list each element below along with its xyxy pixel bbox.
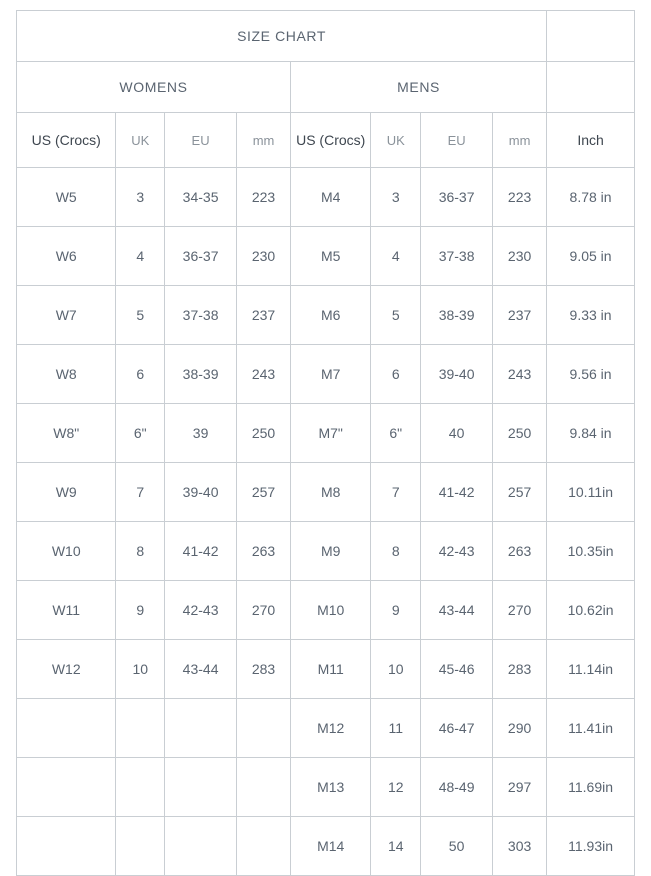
cell-mens-eu: 41-42 xyxy=(421,463,493,522)
cell-womens-mm: 230 xyxy=(237,227,291,286)
cell-mens-mm: 237 xyxy=(493,286,547,345)
cell-inch: 11.69in xyxy=(547,758,635,817)
cell-mens-uk: 10 xyxy=(371,640,421,699)
cell-mens-mm: 257 xyxy=(493,463,547,522)
cell-inch: 9.33 in xyxy=(547,286,635,345)
cell-womens-uk xyxy=(116,699,165,758)
cell-mens-eu: 37-38 xyxy=(421,227,493,286)
cell-mens-eu: 36-37 xyxy=(421,168,493,227)
header-mens-eu: EU xyxy=(421,113,493,168)
cell-womens-uk: 4 xyxy=(116,227,165,286)
chart-title: SIZE CHART xyxy=(17,11,547,62)
cell-inch: 10.11in xyxy=(547,463,635,522)
cell-mens-mm: 297 xyxy=(493,758,547,817)
cell-mens-uk: 3 xyxy=(371,168,421,227)
cell-womens-mm: 270 xyxy=(237,581,291,640)
cell-womens-uk xyxy=(116,817,165,876)
cell-womens-uk: 7 xyxy=(116,463,165,522)
cell-mens-mm: 223 xyxy=(493,168,547,227)
cell-mens-us: M8 xyxy=(291,463,371,522)
cell-mens-us: M13 xyxy=(291,758,371,817)
cell-mens-us: M5 xyxy=(291,227,371,286)
table-row xyxy=(17,817,635,876)
cell-mens-uk: 12 xyxy=(371,758,421,817)
cell-womens-us: W11 xyxy=(17,581,116,640)
cell-mens-uk: 9 xyxy=(371,581,421,640)
cell-inch: 11.14in xyxy=(547,640,635,699)
cell-mens-eu: 42-43 xyxy=(421,522,493,581)
cell-womens-eu xyxy=(165,758,237,817)
table-row xyxy=(17,758,635,817)
cell-womens-mm: 283 xyxy=(237,640,291,699)
cell-inch: 9.05 in xyxy=(547,227,635,286)
cell-womens-uk: 8 xyxy=(116,522,165,581)
table-row xyxy=(17,345,635,404)
cell-womens-us: W12 xyxy=(17,640,116,699)
header-inch: Inch xyxy=(547,113,635,168)
cell-womens-uk xyxy=(116,758,165,817)
table-row xyxy=(17,227,635,286)
cell-mens-mm: 290 xyxy=(493,699,547,758)
cell-mens-uk: 6 xyxy=(371,345,421,404)
cell-womens-uk: 6" xyxy=(116,404,165,463)
header-mens-uk: UK xyxy=(371,113,421,168)
cell-mens-mm: 230 xyxy=(493,227,547,286)
header-mens-mm: mm xyxy=(493,113,547,168)
cell-womens-uk: 3 xyxy=(116,168,165,227)
cell-mens-us: M7 xyxy=(291,345,371,404)
cell-mens-us: M11 xyxy=(291,640,371,699)
group-header-row xyxy=(17,62,635,113)
cell-womens-eu: 34-35 xyxy=(165,168,237,227)
cell-womens-eu: 37-38 xyxy=(165,286,237,345)
chart-title-spacer xyxy=(547,11,635,62)
cell-mens-eu: 38-39 xyxy=(421,286,493,345)
cell-womens-us: W10 xyxy=(17,522,116,581)
cell-mens-uk: 7 xyxy=(371,463,421,522)
cell-mens-uk: 6" xyxy=(371,404,421,463)
cell-inch: 10.62in xyxy=(547,581,635,640)
cell-mens-mm: 263 xyxy=(493,522,547,581)
cell-womens-us xyxy=(17,817,116,876)
cell-mens-eu: 46-47 xyxy=(421,699,493,758)
cell-womens-uk: 5 xyxy=(116,286,165,345)
cell-womens-eu: 39 xyxy=(165,404,237,463)
cell-mens-mm: 283 xyxy=(493,640,547,699)
cell-womens-us: W5 xyxy=(17,168,116,227)
cell-mens-mm: 250 xyxy=(493,404,547,463)
cell-womens-eu: 43-44 xyxy=(165,640,237,699)
cell-mens-eu: 50 xyxy=(421,817,493,876)
group-spacer xyxy=(547,62,635,113)
column-header-row xyxy=(17,113,635,168)
cell-mens-eu: 48-49 xyxy=(421,758,493,817)
cell-womens-mm xyxy=(237,699,291,758)
cell-womens-us: W9 xyxy=(17,463,116,522)
cell-inch: 10.35in xyxy=(547,522,635,581)
cell-womens-eu xyxy=(165,699,237,758)
cell-mens-uk: 8 xyxy=(371,522,421,581)
cell-mens-us: M14 xyxy=(291,817,371,876)
cell-womens-mm: 250 xyxy=(237,404,291,463)
table-row xyxy=(17,640,635,699)
cell-mens-mm: 303 xyxy=(493,817,547,876)
cell-mens-us: M10 xyxy=(291,581,371,640)
cell-womens-mm xyxy=(237,758,291,817)
cell-inch: 9.84 in xyxy=(547,404,635,463)
cell-womens-mm: 257 xyxy=(237,463,291,522)
cell-inch: 11.93in xyxy=(547,817,635,876)
cell-womens-us: W6 xyxy=(17,227,116,286)
cell-mens-uk: 5 xyxy=(371,286,421,345)
cell-womens-us: W8 xyxy=(17,345,116,404)
cell-mens-us: M12 xyxy=(291,699,371,758)
cell-womens-us: W8" xyxy=(17,404,116,463)
cell-mens-eu: 45-46 xyxy=(421,640,493,699)
cell-womens-uk: 6 xyxy=(116,345,165,404)
table-row xyxy=(17,463,635,522)
header-womens-eu: EU xyxy=(165,113,237,168)
cell-mens-us: M4 xyxy=(291,168,371,227)
table-row xyxy=(17,286,635,345)
table-row xyxy=(17,699,635,758)
cell-mens-us: M9 xyxy=(291,522,371,581)
group-womens: WOMENS xyxy=(17,62,291,113)
cell-womens-mm: 223 xyxy=(237,168,291,227)
cell-inch: 9.56 in xyxy=(547,345,635,404)
header-womens-mm: mm xyxy=(237,113,291,168)
chart-title-row xyxy=(17,11,635,62)
cell-womens-eu: 38-39 xyxy=(165,345,237,404)
cell-womens-mm: 243 xyxy=(237,345,291,404)
cell-mens-uk: 11 xyxy=(371,699,421,758)
group-mens: MENS xyxy=(291,62,547,113)
cell-mens-eu: 43-44 xyxy=(421,581,493,640)
cell-inch: 8.78 in xyxy=(547,168,635,227)
cell-inch: 11.41in xyxy=(547,699,635,758)
cell-womens-eu xyxy=(165,817,237,876)
header-mens-us: US (Crocs) xyxy=(291,113,371,168)
cell-womens-eu: 39-40 xyxy=(165,463,237,522)
cell-mens-mm: 243 xyxy=(493,345,547,404)
header-womens-uk: UK xyxy=(116,113,165,168)
cell-mens-uk: 14 xyxy=(371,817,421,876)
header-womens-us: US (Crocs) xyxy=(17,113,116,168)
cell-womens-mm: 263 xyxy=(237,522,291,581)
cell-mens-eu: 40 xyxy=(421,404,493,463)
cell-mens-us: M7" xyxy=(291,404,371,463)
table-row xyxy=(17,581,635,640)
cell-mens-eu: 39-40 xyxy=(421,345,493,404)
cell-womens-uk: 9 xyxy=(116,581,165,640)
cell-mens-uk: 4 xyxy=(371,227,421,286)
cell-womens-uk: 10 xyxy=(116,640,165,699)
cell-womens-eu: 41-42 xyxy=(165,522,237,581)
table-row xyxy=(17,404,635,463)
cell-womens-mm: 237 xyxy=(237,286,291,345)
table-row xyxy=(17,522,635,581)
cell-womens-us xyxy=(17,699,116,758)
cell-womens-eu: 42-43 xyxy=(165,581,237,640)
table-row xyxy=(17,168,635,227)
cell-womens-eu: 36-37 xyxy=(165,227,237,286)
cell-mens-us: M6 xyxy=(291,286,371,345)
cell-womens-us xyxy=(17,758,116,817)
cell-womens-mm xyxy=(237,817,291,876)
cell-womens-us: W7 xyxy=(17,286,116,345)
size-chart-table xyxy=(16,10,635,876)
cell-mens-mm: 270 xyxy=(493,581,547,640)
